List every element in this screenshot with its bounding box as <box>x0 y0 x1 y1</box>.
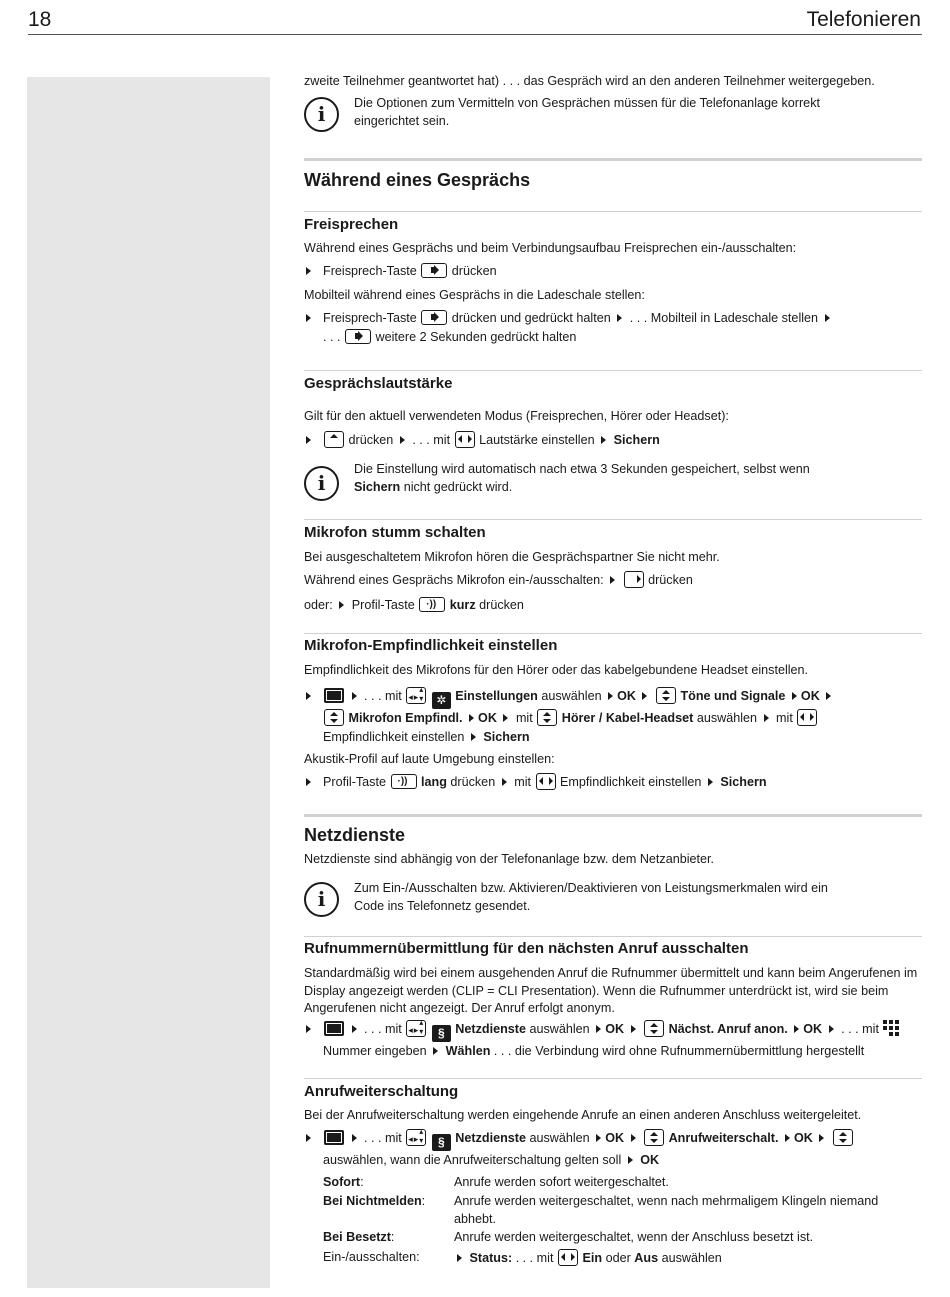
step-text: drücken <box>450 775 496 789</box>
subsection-rule <box>304 370 922 371</box>
step-text: Profil-Taste <box>351 598 415 612</box>
nav-up-icon <box>324 431 344 448</box>
heading-netzdienste: Netzdienste <box>304 825 406 845</box>
nav-right-icon <box>624 571 644 588</box>
freisprechen-p1: Während eines Gesprächs und beim Verbindungsaufbau Freisprechen ein-/ausschalten: <box>304 241 797 255</box>
netz-note: Zum Ein-/Ausschalten bzw. Aktivieren/Deaktivieren von Leistungsmerkmalen wird ein Code ins Telefonnetz gesendet. <box>354 881 828 913</box>
step-text: OK <box>605 1022 625 1036</box>
nav-all-directions-icon <box>406 1020 426 1037</box>
step-text: Sichern <box>613 433 660 447</box>
step-text: . . . mit <box>364 1131 402 1145</box>
note-text: Die Einstellung wird automatisch nach etwa 3 Sekunden gespeichert, selbst wenn <box>354 462 810 476</box>
network-services-icon: § <box>432 1025 451 1042</box>
nav-left-right-icon <box>455 431 475 448</box>
step-text: Ein <box>582 1251 603 1265</box>
step-text: mit <box>776 711 793 725</box>
option-term: Sofort <box>323 1175 361 1189</box>
nav-left-right-icon <box>558 1249 578 1266</box>
step-text: drücken <box>451 264 497 278</box>
step-text: Aus <box>634 1251 659 1265</box>
intro-note: Die Optionen zum Vermitteln von Gesprächen müssen für die Telefonanlage korrekt eingerichtet sein. <box>354 96 820 128</box>
option-term: Bei Nichtmelden <box>323 1194 422 1208</box>
menu-key-icon <box>324 1130 344 1145</box>
stumm-p3 <box>304 597 922 615</box>
step-text: Einstellungen <box>455 689 538 703</box>
margin-sidebar <box>27 77 270 1288</box>
step-text: . . . mit <box>364 689 402 703</box>
keypad-icon <box>883 1020 901 1036</box>
info-icon: i <box>304 882 339 917</box>
speaker-key-icon <box>421 263 447 278</box>
option-desc: Anrufe werden weitergeschaltet, wenn nach mehrmaligem Klingeln niemand abhebt. <box>454 1194 879 1226</box>
freisprechen-step2 <box>304 309 922 346</box>
section-rule <box>304 814 922 817</box>
empf-step2 <box>304 773 922 792</box>
subsection-rule <box>304 519 922 520</box>
step-text: Nächst. Anruf anon. <box>668 1022 788 1036</box>
step-text: OK <box>793 1131 813 1145</box>
option-term: Ein-/ausschalten: <box>323 1250 420 1264</box>
heading-empfindlichkeit: Mikrofon-Empfindlichkeit einstellen <box>304 637 558 654</box>
subsection-rule <box>304 1078 922 1079</box>
nav-up-down-icon <box>537 709 557 726</box>
note-text: Sichern <box>354 479 401 494</box>
section-rule <box>304 158 922 161</box>
step-text: lang <box>421 775 447 789</box>
empf-step1 <box>304 687 922 746</box>
step-text: OK <box>478 711 497 725</box>
profile-key-icon <box>391 774 417 789</box>
step-text: weitere 2 Sekunden gedrückt halten <box>375 329 577 344</box>
nav-up-down-icon <box>833 1129 853 1146</box>
nav-up-down-icon <box>644 1020 664 1037</box>
heading-anrufweiterschaltung: Anrufweiterschaltung <box>304 1083 459 1100</box>
step-text: Freisprech-Taste <box>323 264 417 278</box>
aws-p1: Bei der Anrufweiterschaltung werden eingehende Anrufe an einen anderen Anschluss weitergeleitet. <box>304 1108 862 1122</box>
option-colon: : <box>360 1175 364 1189</box>
step-text: . . . mit <box>515 1251 554 1265</box>
heading-freisprechen: Freisprechen <box>304 216 399 233</box>
empf-p2: Akustik-Profil auf laute Umgebung einstellen: <box>304 752 555 766</box>
network-services-icon: § <box>432 1134 451 1151</box>
step-text: . . . mit <box>841 1022 879 1036</box>
nav-up-down-icon <box>324 709 344 726</box>
header-rule <box>28 34 922 35</box>
step-text: auswählen <box>529 1131 590 1145</box>
menu-key-icon <box>324 1021 344 1036</box>
step-text: drücken und gedrückt halten <box>451 311 611 325</box>
nav-up-down-icon <box>656 687 676 704</box>
note-text: nicht gedrückt wird. <box>403 479 513 494</box>
step-text: Töne und Signale <box>680 689 786 703</box>
chapter-title: Telefonieren <box>806 8 921 31</box>
step-text: Profil-Taste <box>323 775 386 789</box>
step-text: oder <box>605 1251 631 1265</box>
step-text: OK <box>640 1153 660 1167</box>
step-text: auswählen <box>541 689 602 703</box>
step-text: OK <box>605 1131 625 1145</box>
step-text: kurz <box>449 598 476 612</box>
heading-clir: Rufnummernübermittlung für den nächsten Anruf ausschalten <box>304 940 749 957</box>
step-text: Sichern <box>720 775 767 789</box>
step-text: Mikrofon Empfindl. <box>348 711 463 725</box>
step-text: mit <box>515 711 533 725</box>
step-text: Anrufweiterschalt. <box>668 1131 779 1145</box>
stumm-p1: Bei ausgeschaltetem Mikrofon hören die Gesprächspartner Sie nicht mehr. <box>304 550 720 564</box>
info-icon: i <box>304 466 339 501</box>
freisprechen-p2: Mobilteil während eines Gesprächs in die Ladeschale stellen: <box>304 288 645 302</box>
subsection-rule <box>304 633 922 634</box>
option-colon: : <box>421 1194 426 1208</box>
clir-step <box>304 1020 922 1061</box>
step-text: Lautstärke einstellen <box>479 433 595 447</box>
profile-key-icon <box>419 597 445 612</box>
heading-stumm: Mikrofon stumm schalten <box>304 524 486 541</box>
empf-p1: Empfindlichkeit des Mikrofons für den Hörer oder das kabelgebundene Headset einstellen. <box>304 663 809 677</box>
step-text: mit <box>514 775 531 789</box>
step-text: auswählen, wann die Anrufweiterschaltung gelten soll <box>323 1153 622 1167</box>
nav-up-down-icon <box>644 1129 664 1146</box>
lautstaerke-p1: Gilt für den aktuell verwendeten Modus (Freisprechen, Hörer oder Headset): <box>304 409 729 423</box>
nav-left-right-icon <box>797 709 817 726</box>
step-text: drücken <box>348 433 394 447</box>
lautstaerke-step <box>304 431 922 450</box>
step-text: OK <box>800 689 820 703</box>
step-text: auswählen <box>661 1251 722 1265</box>
lautstaerke-note <box>354 461 854 496</box>
step-text: . . . <box>323 329 341 344</box>
option-desc <box>454 1249 914 1268</box>
step-text: OK <box>803 1022 823 1036</box>
menu-key-icon <box>324 688 344 703</box>
step-text: Sichern <box>483 729 530 744</box>
nav-all-directions-icon <box>406 1129 426 1146</box>
step-text: Freisprech-Taste <box>323 311 417 325</box>
speaker-key-icon <box>345 329 371 344</box>
step-text: Netzdienste <box>455 1131 526 1145</box>
netz-p1: Netzdienste sind abhängig von der Telefonanlage bzw. dem Netzanbieter. <box>304 852 715 866</box>
step-text: Empfindlichkeit einstellen <box>323 729 465 744</box>
step-text: . . . Mobilteil in Ladeschale stellen <box>629 311 819 325</box>
freisprechen-step1 <box>304 262 922 281</box>
step-text: Empfindlichkeit einstellen <box>560 775 702 789</box>
step-text: drücken <box>479 598 524 612</box>
option-term: Bei Besetzt <box>323 1230 391 1244</box>
option-desc: Anrufe werden weitergeschaltet, wenn der Anschluss besetzt ist. <box>454 1230 814 1244</box>
intro-text: zweite Teilnehmer geantwortet hat) . . . das Gespräch wird an den anderen Teilnehmer weitergegeben. <box>304 74 875 88</box>
step-text: OK <box>617 689 636 703</box>
page-number: 18 <box>28 8 52 31</box>
info-icon: i <box>304 97 339 132</box>
clir-p1: Standardmäßig wird bei einem ausgehenden Anruf die Rufnummer übermittelt und kann beim Angerufenen im Display angezeigt werden (CLIP = CLI Presentation). Wenn die Rufnummer unterdrückt ist, wird sie beim Angerufenen nicht angezeigt. Der Anruf erfolgt anonym. <box>304 966 918 1015</box>
step-text: Status: <box>469 1251 513 1265</box>
step-text: Während eines Gesprächs Mikrofon ein-/ausschalten: <box>304 573 604 587</box>
step-text: . . . die Verbindung wird ohne Rufnummernübermittlung hergestellt <box>493 1044 865 1058</box>
step-text: . . . mit <box>364 1022 402 1036</box>
nav-all-directions-icon <box>406 687 426 704</box>
step-text: oder: <box>304 598 333 612</box>
step-text: Hörer / Kabel-Headset <box>561 711 694 725</box>
step-text: Wählen <box>445 1044 491 1058</box>
heading-waehrend: Während eines Gesprächs <box>304 170 531 190</box>
step-text: drücken <box>648 573 693 587</box>
heading-lautstaerke: Gesprächslautstärke <box>304 375 453 392</box>
step-text: . . . mit <box>412 433 451 447</box>
option-desc: Anrufe werden sofort weitergeschaltet. <box>454 1175 669 1189</box>
step-text: auswählen <box>529 1022 590 1036</box>
subsection-rule <box>304 211 922 212</box>
step-text: Netzdienste <box>455 1022 526 1036</box>
step-text: auswählen <box>696 711 758 725</box>
settings-gear-icon: ✲ <box>432 692 451 709</box>
step-text: Nummer eingeben <box>323 1044 427 1058</box>
nav-left-right-icon <box>536 773 556 790</box>
aws-step <box>304 1129 922 1170</box>
speaker-key-icon <box>421 310 447 325</box>
option-colon: : <box>390 1230 395 1244</box>
stumm-p2 <box>304 571 922 590</box>
subsection-rule <box>304 936 922 937</box>
